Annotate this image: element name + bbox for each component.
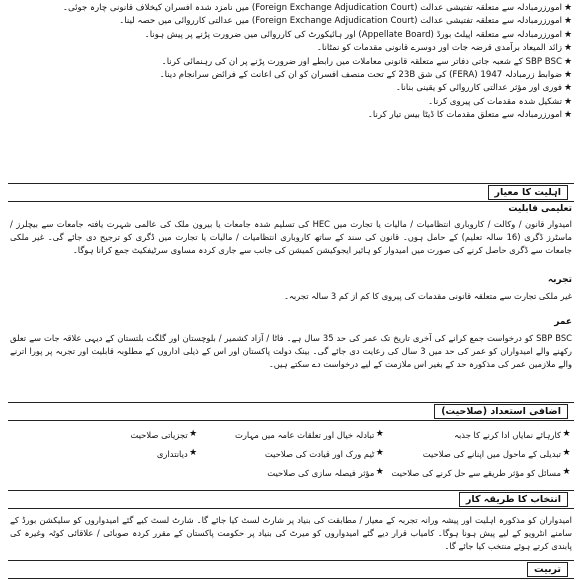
star-icon: ★ (189, 429, 198, 439)
star-icon: ★ (375, 448, 384, 458)
star-icon: ★ (375, 429, 384, 439)
star-icon: ★ (563, 16, 573, 27)
competencies-grid (12, 428, 572, 479)
competency-item: ★ مسائل کو مؤثر طریقے سے حل کرنے کی صلاحیت (391, 467, 571, 478)
star-icon: ★ (563, 69, 573, 80)
star-icon: ★ (563, 96, 573, 107)
section-title: اہلیت کا معیار (488, 185, 569, 200)
competency-item: ★ تجزیاتی صلاحیت (130, 429, 198, 440)
star-icon: ★ (189, 448, 198, 458)
list-item: ★ زائد المیعاد برآمدی قرضہ جات اور دوسرے قانونی مقدمات کو نمٹانا۔ (316, 43, 573, 54)
competency-item: ★ دیانتداری (156, 448, 198, 459)
list-item: ★ امورزرمبادلہ سے متعلقہ تفتیشی عدالت (Foreign Exchange Adjudication Court) میں عدالتی کارروائی میں حصہ لینا۔ (119, 16, 573, 27)
selection-text: امیدواران کو مذکورہ اہلیت اور پیشہ ورانہ تجربہ کے معیار / مطابقت کی بنیاد پر شارٹ لسٹ کیا جائے گا۔ شارٹ لسٹ کیے گئے امیدواروں کو سلیکشن بورڈ کے سامنے انٹرویو کے لیے پیش ہونا ہوگا۔ کامیاب قرار دیے گئے امیدواروں کو میرٹ کی بنیاد پر حکومت پاکستان کے مقرر کردہ صوبائی / علاقائی کوٹہ وغیرہ کی پابندی کرتے ہوئے منتخب کیا جائے گا۔ (10, 515, 572, 551)
star-icon: ★ (562, 429, 571, 439)
star-icon: ★ (563, 43, 573, 54)
star-icon: ★ (563, 56, 573, 67)
list-item: ★ تشکیل شدہ مقدمات کی پیروی کرنا۔ (428, 96, 573, 107)
section-header-criteria (8, 183, 574, 202)
age-text: SBP BSC کو درخواست جمع کرانے کی آخری تاریخ تک عمر کی حد 35 سال ہے۔ فاٹا / آزاد کشمیر / بلوچستان اور گلگت بلتستان کے دیہی علاقہ جات سے تعلق رکھنے والے امیدواران کو عمر کی حد میں 3 سال کی رعایت دی جائے گی۔ بینک دولت پاکستان اور اس کے ذیلی اداروں کے مطلوبہ قابلیت اور تجربہ پر پورا اترنے والے ملازمین عمر کی مذکورہ حد کے بغیر اس ملازمت کے لیے درخواست دے سکتے ہیں۔ (10, 333, 572, 369)
age-heading: عمر (554, 317, 572, 327)
competency-item: ★ کارہائے نمایاں ادا کرنے کا جذبہ (454, 429, 571, 440)
section-title: انتخاب کا طریقہ کار (459, 492, 568, 507)
experience-heading: تجربہ (547, 275, 572, 285)
competency-item: ★ تبادلہ خیال اور تعلقات عامہ میں مہارت (234, 429, 384, 440)
list-item: ★ ضوابط زرمبادلہ 1947 (FERA) کی شق 23B کے تحت منصف افسران کو ان کی اعانت کے فرائض سرانجام دینا۔ (159, 69, 573, 80)
experience-text: غیر ملکی تجارت سے متعلقہ قانونی مقدمات کی پیروی کا کم از کم 3 سالہ تجربہ۔ (284, 291, 572, 301)
list-item: ★ امورزرمبادلہ سے متعلق مقدمات کا ڈیٹا بیس تیار کرنا۔ (367, 110, 573, 121)
star-icon: ★ (563, 3, 573, 13)
list-item: ★ SBP BSC کے شعبہ جاتی دفاتر سے متعلقہ قانونی معاملات میں رابطے اور ضرورت پڑنے پر ان کی رہنمائی کرنا۔ (161, 56, 573, 67)
competency-item: ★ تبدیلی کے ماحول میں اپنانے کی صلاحیت (422, 448, 571, 459)
section-title: اضافی استعداد (صلاحیت) (434, 404, 568, 419)
list-item: ★ فوری اور مؤثر عدالتی کارروائی کو یقینی بنانا۔ (395, 83, 573, 94)
section-title: تربیت (527, 562, 568, 577)
competency-item: ★ مؤثر فیصلہ سازی کی صلاحیت (267, 467, 384, 478)
star-icon: ★ (563, 83, 573, 94)
star-icon: ★ (562, 467, 571, 477)
section-header-competencies (8, 402, 574, 421)
star-icon: ★ (563, 110, 573, 121)
education-text: امیدوار قانون / وکالت / کاروباری انتظامیات / مالیات یا تجارت میں HEC کی تسلیم شدہ جامعات یا بیرون ملک کی عالمی شہرت یافتہ جامعات سے بیچلرز / ماسٹرز ڈگری (16 سالہ تعلیم) کے حامل ہوں۔ قانون کی سند کے ساتھ کاروباری انتظامیات / مالیات یا تجارت میں ڈگری کو ترجیح دی جائے گی۔ غیر ملکی جامعات سے ڈگری حاصل کرنے کی صورت میں امیدوار کو ہائیر ایجوکیشن کمیشن کی جانب سے جاری کردہ مساوی سرٹیفکیٹ جمع کرانا ہوگا۔ (10, 219, 573, 255)
star-icon: ★ (562, 448, 571, 458)
list-item: ★ امورزرمبادلہ سے متعلقہ تفتیشی عدالت (Foreign Exchange Adjudication Court) میں نامزد شدہ افسران کیخلاف قانونی چارہ جوئی۔ (62, 3, 573, 13)
responsibilities-list (8, 2, 574, 123)
star-icon: ★ (375, 467, 384, 477)
education-heading: تعلیمی قابلیت (508, 204, 572, 214)
star-icon: ★ (563, 29, 573, 40)
section-header-training (8, 560, 574, 579)
section-header-selection (8, 490, 574, 509)
competency-item: ★ ٹیم ورک اور قیادت کی صلاحیت (264, 448, 384, 459)
list-item: ★ امورزرمبادلہ سے متعلقہ اپیلٹ بورڈ (Appellate Board) اور ہائیکورٹ کی کارروائی میں ضرورت پڑنے پر پیش ہونا۔ (144, 29, 573, 40)
